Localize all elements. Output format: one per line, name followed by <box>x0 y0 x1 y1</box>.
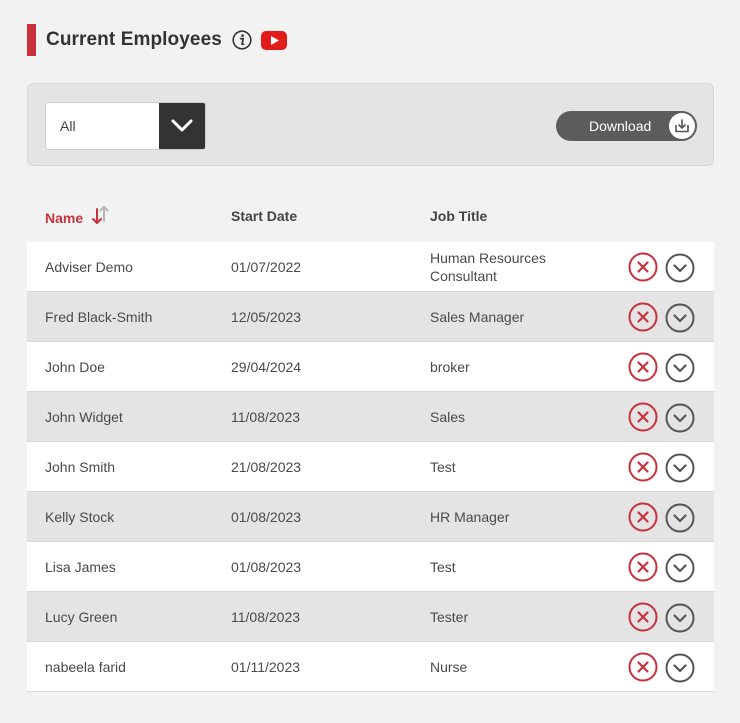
employee-job-title: Sales <box>430 408 466 425</box>
employee-job-title: Nurse <box>430 658 468 675</box>
table-row <box>27 392 714 442</box>
expand-chevron-icon[interactable] <box>665 253 695 283</box>
employee-name[interactable]: Lisa James <box>45 558 116 575</box>
table-row <box>27 242 714 292</box>
employee-name[interactable]: nabeela farid <box>45 658 126 675</box>
expand-chevron-icon[interactable] <box>665 503 695 533</box>
employee-name[interactable]: Kelly Stock <box>45 508 115 525</box>
employee-start-date: 11/08/2023 <box>231 408 301 425</box>
column-header-name-label: Name <box>45 209 84 226</box>
employee-name[interactable]: Lucy Green <box>45 608 118 625</box>
expand-chevron-icon[interactable] <box>665 553 695 583</box>
column-header-job-title[interactable]: Job Title <box>430 208 488 224</box>
employee-start-date: 12/05/2023 <box>231 308 302 325</box>
expand-chevron-icon[interactable] <box>665 603 695 633</box>
remove-circle-icon[interactable] <box>628 602 658 632</box>
download-button-label: Download <box>589 118 652 134</box>
remove-circle-icon[interactable] <box>628 352 658 382</box>
expand-chevron-icon[interactable] <box>665 303 695 333</box>
table-row <box>27 292 714 342</box>
expand-chevron-icon[interactable] <box>665 353 695 383</box>
table-row <box>27 592 714 642</box>
table-body <box>27 242 714 692</box>
sort-arrows-icon[interactable] <box>91 203 111 227</box>
download-button[interactable] <box>556 111 697 141</box>
remove-circle-icon[interactable] <box>628 302 658 332</box>
column-header-name[interactable] <box>45 208 111 227</box>
employee-job-title: Tester <box>430 608 469 625</box>
table-row <box>27 542 714 592</box>
table-header <box>27 192 714 242</box>
expand-chevron-icon[interactable] <box>665 403 695 433</box>
employee-start-date: 01/08/2023 <box>231 508 302 525</box>
employee-start-date: 01/11/2023 <box>231 658 301 675</box>
employee-name[interactable]: Adviser Demo <box>45 258 133 275</box>
page-header <box>27 24 287 56</box>
page-title: Current Employees <box>46 29 222 50</box>
employee-job-title: broker <box>430 358 470 375</box>
employee-job-title: Test <box>430 558 456 575</box>
employee-name[interactable]: John Doe <box>45 358 105 375</box>
chevron-down-icon[interactable] <box>159 103 205 149</box>
employee-start-date: 11/08/2023 <box>231 608 301 625</box>
employee-start-date: 29/04/2024 <box>231 358 302 375</box>
accent-bar <box>27 24 36 56</box>
remove-circle-icon[interactable] <box>628 502 658 532</box>
employee-job-title: Human Resources Consultant <box>430 249 546 284</box>
filter-select[interactable] <box>45 102 206 150</box>
toolbar <box>27 83 714 166</box>
remove-circle-icon[interactable] <box>628 402 658 432</box>
employee-job-title: HR Manager <box>430 508 510 525</box>
employee-start-date: 21/08/2023 <box>231 458 302 475</box>
youtube-icon[interactable] <box>261 31 287 50</box>
employee-start-date: 01/07/2022 <box>231 258 302 275</box>
filter-select-value: All <box>60 118 76 134</box>
expand-chevron-icon[interactable] <box>665 653 695 683</box>
download-icon <box>669 113 695 139</box>
table-row <box>27 642 714 692</box>
table-row <box>27 442 714 492</box>
column-header-start-date[interactable]: Start Date <box>231 208 298 224</box>
employee-name[interactable]: John Smith <box>45 458 116 475</box>
employee-start-date: 01/08/2023 <box>231 558 302 575</box>
table-row <box>27 492 714 542</box>
remove-circle-icon[interactable] <box>628 652 658 682</box>
remove-circle-icon[interactable] <box>628 552 658 582</box>
employee-name[interactable]: Fred Black-Smith <box>45 308 153 325</box>
remove-circle-icon[interactable] <box>628 252 658 282</box>
employee-job-title: Test <box>430 458 456 475</box>
expand-chevron-icon[interactable] <box>665 453 695 483</box>
remove-circle-icon[interactable] <box>628 452 658 482</box>
employee-name[interactable]: John Widget <box>45 408 123 425</box>
table-row <box>27 342 714 392</box>
employee-job-title: Sales Manager <box>430 308 525 325</box>
employees-table <box>27 192 714 692</box>
info-icon[interactable] <box>232 30 252 50</box>
